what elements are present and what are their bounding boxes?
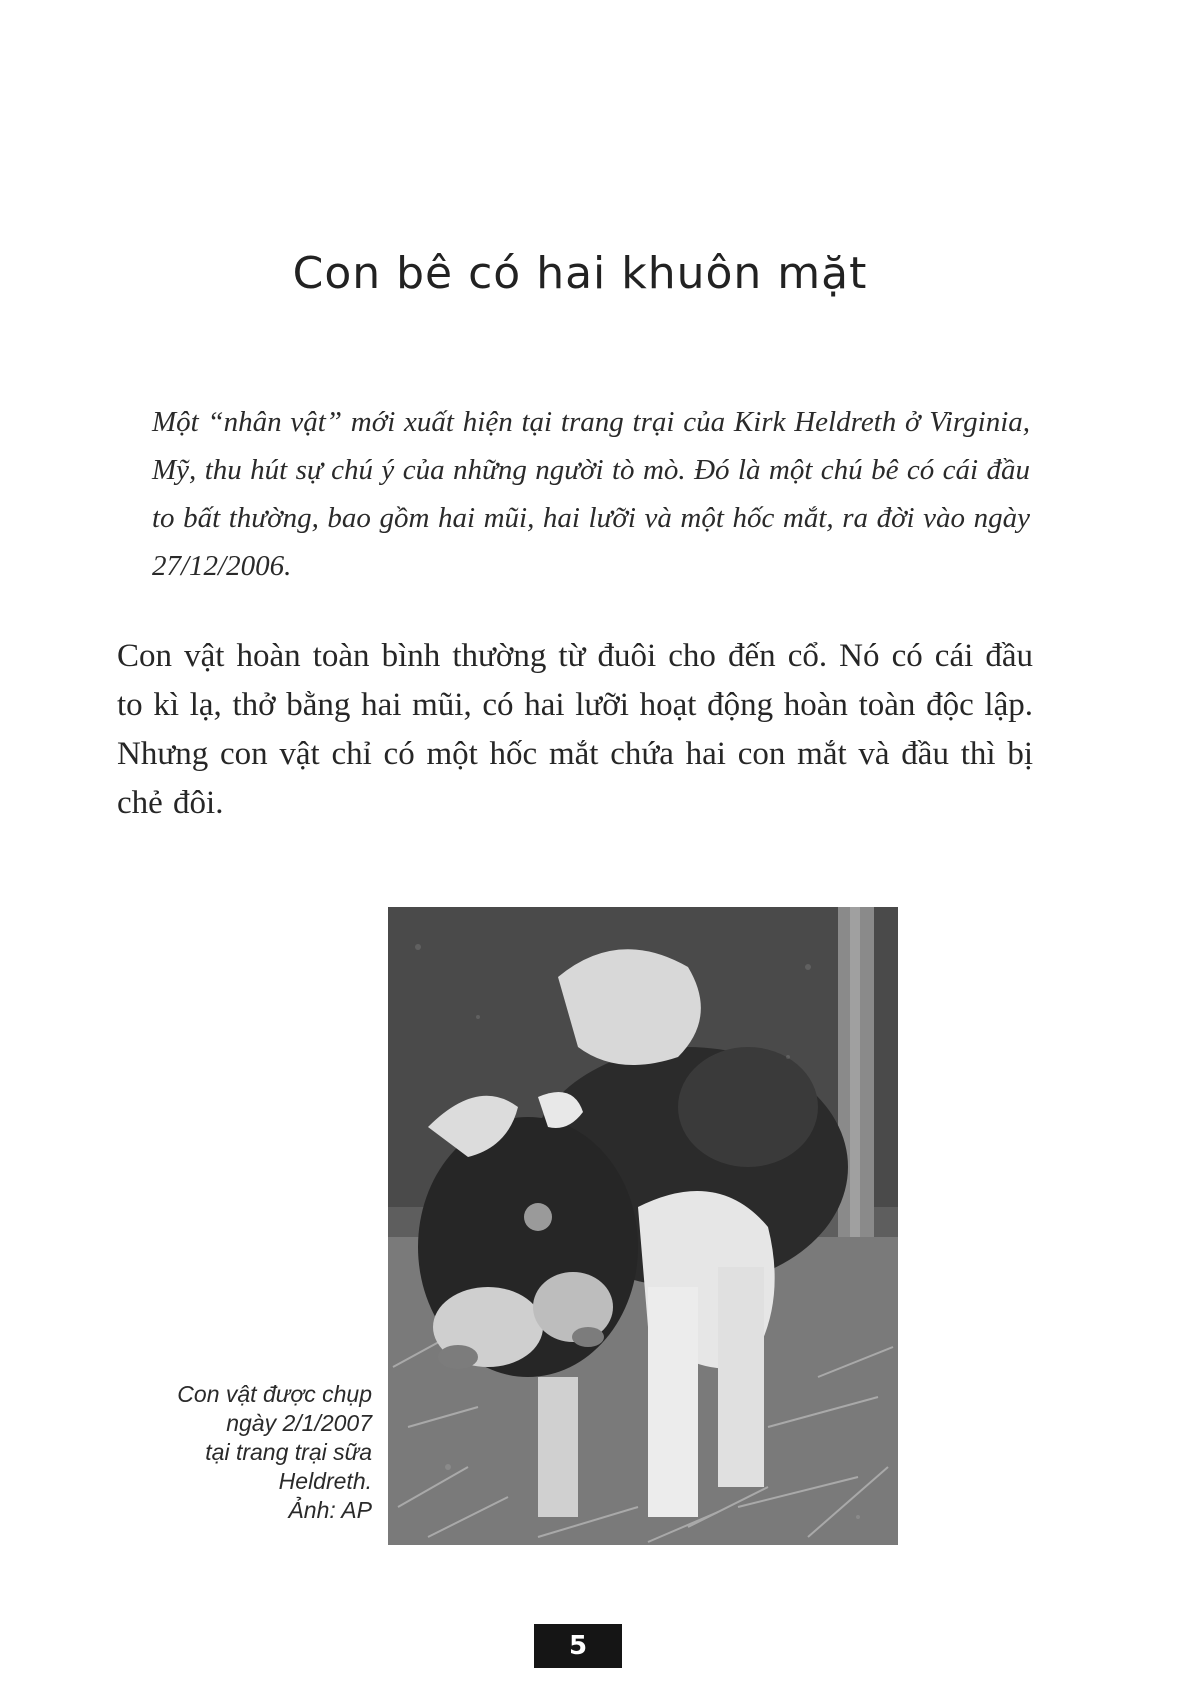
caption-line: Con vật được chụp xyxy=(177,1381,372,1407)
article-lead: Một “nhân vật” mới xuất hiện tại trang trại của Kirk Heldreth ở Virginia, Mỹ, thu hút sự chú ý của những người tò mò. Đó là một chú bê có cái đầu to bất thường, bao gồm hai mũi, hai lưỡi và một hốc mắt, ra đời vào ngày 27/12/2006. xyxy=(152,406,1030,582)
article-body: Con vật hoàn toàn bình thường từ đuôi cho đến cổ. Nó có cái đầu to kì lạ, thở bằng hai mũi, có hai lưỡi hoạt động hoàn toàn độc lập. Nhưng con vật chỉ có một hốc mắt chứa hai con mắt và đầu thì bị chẻ đôi. xyxy=(117,638,1033,821)
caption-line: Ảnh: AP xyxy=(288,1497,372,1523)
caption-line: Heldreth. xyxy=(278,1468,372,1494)
caption-line: ngày 2/1/2007 xyxy=(226,1410,372,1436)
article-title: Con bê có hai khuôn mặt xyxy=(292,248,868,299)
calf-photo xyxy=(388,907,898,1545)
photo-caption xyxy=(112,1380,372,1525)
caption-line: tại trang trại sữa xyxy=(205,1439,372,1465)
page-number: 5 xyxy=(534,1624,622,1668)
